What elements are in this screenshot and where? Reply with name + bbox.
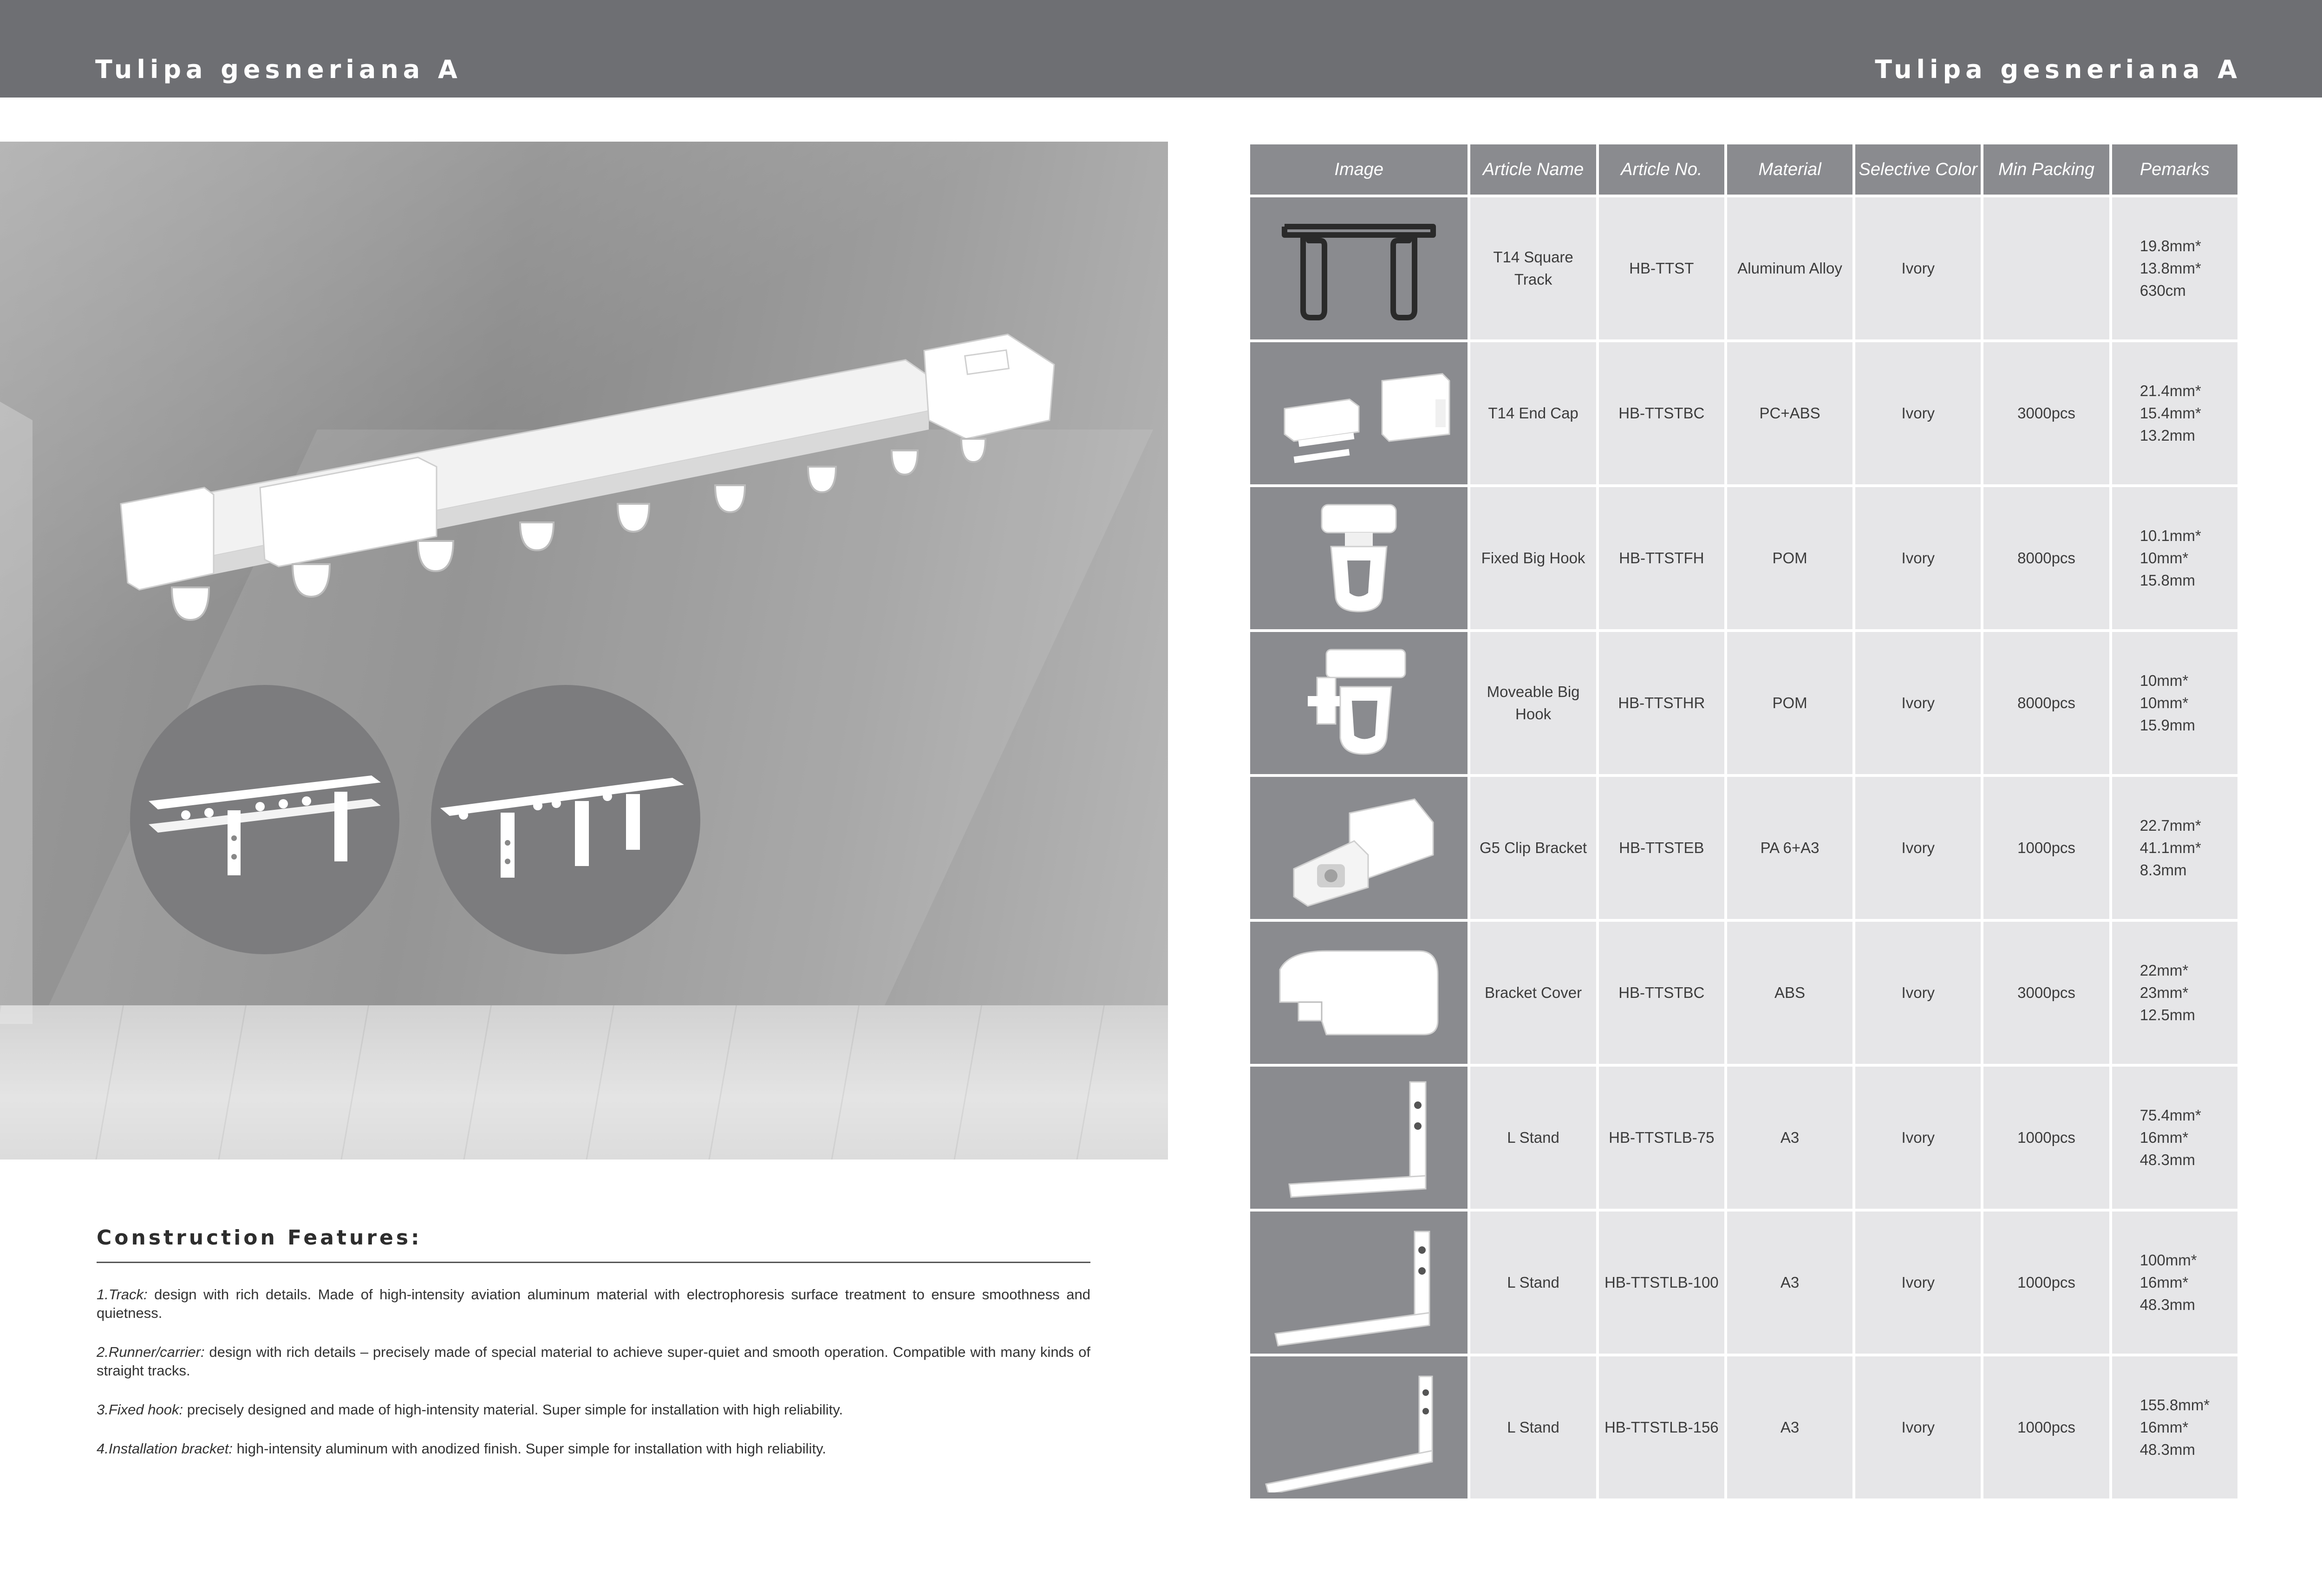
- article-name: Fixed Big Hook: [1470, 487, 1596, 629]
- color: Ivory: [1855, 922, 1981, 1064]
- l-stand-156-icon: [1261, 1362, 1456, 1492]
- feature-item: [97, 1401, 1090, 1419]
- table-row: [1250, 1356, 2237, 1498]
- remark-line: 630cm: [2139, 282, 2186, 299]
- color: Ivory: [1855, 487, 1981, 629]
- image-cell: [1250, 1356, 1468, 1498]
- material: A3: [1727, 1356, 1852, 1498]
- packing: 8000pcs: [1983, 632, 2109, 774]
- article-no: HB-TTST: [1599, 197, 1724, 339]
- color: Ivory: [1855, 777, 1981, 919]
- remark-line: 41.1mm*: [2139, 839, 2201, 856]
- remarks: [2112, 777, 2237, 919]
- remark-line: 10mm*: [2139, 549, 2189, 567]
- header-packing: Min Packing: [1983, 144, 2109, 195]
- image-cell: [1250, 487, 1468, 629]
- color: Ivory: [1855, 1212, 1981, 1354]
- image-cell: [1250, 1212, 1468, 1354]
- material: Aluminum Alloy: [1727, 197, 1852, 339]
- remark-line: 16mm*: [2139, 1129, 2189, 1146]
- image-cell: [1250, 922, 1468, 1064]
- material: ABS: [1727, 922, 1852, 1064]
- feature-text: design with rich details. Made of high-intensity aviation aluminum material with electrophoresis surface treatment to ensure smoothness and quietness.: [97, 1286, 1090, 1321]
- feature-label: 2.Runner/carrier:: [97, 1344, 205, 1360]
- table-row: [1250, 922, 2237, 1064]
- color: Ivory: [1855, 342, 1981, 484]
- bracket-cover-icon: [1271, 932, 1447, 1053]
- remark-line: 10mm*: [2139, 694, 2189, 711]
- packing: [1983, 197, 2109, 339]
- remark-line: 21.4mm*: [2139, 382, 2201, 399]
- header-remarks: Pemarks: [2112, 144, 2237, 195]
- remark-line: 100mm*: [2139, 1251, 2197, 1269]
- header-material: Material: [1727, 144, 1852, 195]
- remark-line: 48.3mm: [2139, 1151, 2195, 1168]
- packing: 1000pcs: [1983, 1067, 2109, 1209]
- article-name: Moveable Big Hook: [1470, 632, 1596, 774]
- packing: 3000pcs: [1983, 922, 2109, 1064]
- header-article-no: Article No.: [1599, 144, 1724, 195]
- table-header-row: [1250, 144, 2237, 195]
- remark-line: 48.3mm: [2139, 1441, 2195, 1458]
- image-cell: [1250, 1067, 1468, 1209]
- color: Ivory: [1855, 1067, 1981, 1209]
- image-cell: [1250, 632, 1468, 774]
- article-no: HB-TTSTLB-100: [1599, 1212, 1724, 1354]
- table-row: [1250, 1212, 2237, 1354]
- packing: 8000pcs: [1983, 487, 2109, 629]
- remark-line: 13.8mm*: [2139, 260, 2201, 277]
- table-row: [1250, 632, 2237, 774]
- square-track-icon: [1275, 208, 1442, 329]
- remark-line: 19.8mm*: [2139, 237, 2201, 254]
- article-no: HB-TTSTBC: [1599, 342, 1724, 484]
- feature-text: precisely designed and made of high-intensity material. Super simple for installation with high reliability.: [183, 1401, 843, 1418]
- feature-item: [97, 1285, 1090, 1322]
- header-article-name: Article Name: [1470, 144, 1596, 195]
- brand-title-left: Tulipa gesneriana A: [95, 55, 462, 84]
- article-name: T14 End Cap: [1470, 342, 1596, 484]
- article-no: HB-TTSTHR: [1599, 632, 1724, 774]
- article-name: L Stand: [1470, 1356, 1596, 1498]
- material: A3: [1727, 1067, 1852, 1209]
- remark-line: 10mm*: [2139, 672, 2189, 689]
- feature-item: [97, 1343, 1090, 1380]
- table-row: [1250, 777, 2237, 919]
- header-image: Image: [1250, 144, 1468, 195]
- remarks: [2112, 922, 2237, 1064]
- brand-title-right: Tulipa gesneriana A: [1875, 55, 2242, 84]
- remark-line: 15.9mm: [2139, 717, 2195, 734]
- material: PC+ABS: [1727, 342, 1852, 484]
- remark-line: 155.8mm*: [2139, 1396, 2210, 1414]
- detail-circle-bracket-right: [431, 685, 700, 954]
- remark-line: 13.2mm: [2139, 427, 2195, 444]
- image-cell: [1250, 777, 1468, 919]
- material: PA 6+A3: [1727, 777, 1852, 919]
- remark-line: 22mm*: [2139, 962, 2189, 979]
- construction-features: [97, 1226, 1090, 1458]
- curtain-track-illustration: [0, 142, 1168, 1160]
- remarks: [2112, 1067, 2237, 1209]
- image-cell: [1250, 197, 1468, 339]
- remark-line: 15.4mm*: [2139, 404, 2201, 422]
- remark-line: 10.1mm*: [2139, 527, 2201, 544]
- packing: 1000pcs: [1983, 1212, 2109, 1354]
- packing: 1000pcs: [1983, 777, 2109, 919]
- remark-line: 15.8mm: [2139, 572, 2195, 589]
- feature-text: design with rich details – precisely made of special material to achieve super-quiet and smooth operation. Compatible with many kinds of straight tracks.: [97, 1344, 1090, 1379]
- remark-line: 22.7mm*: [2139, 817, 2201, 834]
- remarks: [2112, 197, 2237, 339]
- clip-bracket-icon: [1275, 785, 1442, 911]
- remark-line: 16mm*: [2139, 1419, 2189, 1436]
- remark-line: 75.4mm*: [2139, 1107, 2201, 1124]
- hero-product-image: [0, 142, 1168, 1160]
- article-no: HB-TTSTEB: [1599, 777, 1724, 919]
- table-row: [1250, 197, 2237, 339]
- table-row: [1250, 1067, 2237, 1209]
- feature-item: [97, 1440, 1090, 1458]
- remark-line: 8.3mm: [2139, 861, 2187, 879]
- color: Ivory: [1855, 632, 1981, 774]
- article-no: HB-TTSTLB-156: [1599, 1356, 1724, 1498]
- article-no: HB-TTSTLB-75: [1599, 1067, 1724, 1209]
- features-title: Construction Features:: [97, 1226, 1090, 1263]
- end-cap-icon: [1266, 353, 1452, 474]
- article-name: G5 Clip Bracket: [1470, 777, 1596, 919]
- material: POM: [1727, 632, 1852, 774]
- l-stand-75-icon: [1271, 1073, 1447, 1203]
- detail-circle-bracket-left: [130, 685, 399, 954]
- remark-line: 16mm*: [2139, 1274, 2189, 1291]
- packing: 3000pcs: [1983, 342, 2109, 484]
- color: Ivory: [1855, 197, 1981, 339]
- material: POM: [1727, 487, 1852, 629]
- spec-table: [1247, 142, 2240, 1501]
- material: A3: [1727, 1212, 1852, 1354]
- double-bracket-icon: [130, 685, 399, 954]
- table-row: [1250, 342, 2237, 484]
- table-row: [1250, 487, 2237, 629]
- header-color: Selective Color: [1855, 144, 1981, 195]
- feature-label: 4.Installation bracket:: [97, 1440, 233, 1457]
- remarks: [2112, 342, 2237, 484]
- l-stand-100-icon: [1266, 1218, 1452, 1348]
- article-name: L Stand: [1470, 1067, 1596, 1209]
- remarks: [2112, 487, 2237, 629]
- fixed-hook-icon: [1303, 495, 1415, 621]
- image-cell: [1250, 342, 1468, 484]
- packing: 1000pcs: [1983, 1356, 2109, 1498]
- color: Ivory: [1855, 1356, 1981, 1498]
- article-name: Bracket Cover: [1470, 922, 1596, 1064]
- remark-line: 48.3mm: [2139, 1296, 2195, 1313]
- triple-bracket-icon: [431, 685, 700, 954]
- remark-line: 23mm*: [2139, 984, 2189, 1001]
- remarks: [2112, 1356, 2237, 1498]
- feature-label: 1.Track:: [97, 1286, 148, 1303]
- article-name: T14 Square Track: [1470, 197, 1596, 339]
- remark-line: 12.5mm: [2139, 1006, 2195, 1023]
- moveable-hook-icon: [1298, 640, 1419, 766]
- article-no: HB-TTSTBC: [1599, 922, 1724, 1064]
- remarks: [2112, 1212, 2237, 1354]
- feature-label: 3.Fixed hook:: [97, 1401, 183, 1418]
- feature-text: high-intensity aluminum with anodized finish. Super simple for installation with high reliability.: [232, 1440, 826, 1457]
- remarks: [2112, 632, 2237, 774]
- header-bar: [0, 0, 2322, 98]
- article-name: L Stand: [1470, 1212, 1596, 1354]
- article-no: HB-TTSTFH: [1599, 487, 1724, 629]
